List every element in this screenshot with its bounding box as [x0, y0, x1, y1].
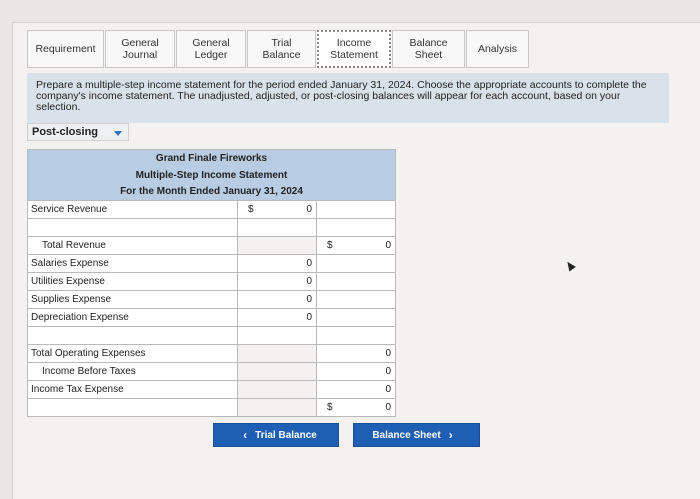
statement-period: For the Month Ended January 31, 2024: [28, 184, 396, 201]
amount-input[interactable]: 0: [317, 381, 396, 399]
empty-cell: [238, 363, 317, 381]
amount-input[interactable]: $ 0: [317, 237, 396, 255]
account-select[interactable]: Supplies Expense: [28, 291, 238, 309]
tab-general-journal[interactable]: [105, 30, 175, 68]
account-select[interactable]: Salaries Expense: [28, 255, 238, 273]
amount-input[interactable]: $ 0: [317, 399, 396, 417]
tab-balance-sheet[interactable]: [392, 30, 465, 68]
chevron-right-icon: ›: [448, 428, 453, 442]
next-balance-sheet-button[interactable]: [353, 423, 480, 447]
table-row: [28, 309, 396, 327]
amount-input[interactable]: [317, 309, 396, 327]
table-row: [28, 381, 396, 399]
tab-requirement[interactable]: [27, 30, 104, 68]
account-select[interactable]: [28, 399, 238, 417]
account-select[interactable]: Income Tax Expense: [28, 381, 238, 399]
table-row: [28, 399, 396, 417]
tab-general-ledger[interactable]: [176, 30, 246, 68]
table-row: [28, 201, 396, 219]
empty-cell: [238, 345, 317, 363]
amount-input[interactable]: 0: [238, 309, 317, 327]
chevron-left-icon: ‹: [243, 428, 248, 442]
amount-input[interactable]: [317, 273, 396, 291]
tab-analysis[interactable]: [466, 30, 529, 68]
table-row: [28, 273, 396, 291]
tab-label: Trial Balance: [262, 37, 301, 61]
empty-cell: [238, 237, 317, 255]
chevron-down-icon: [114, 131, 122, 136]
instructions-text: Prepare a multiple-step income statement for the period ended January 31, 2024. Choose the appropriate accounts to complete the company's income statement. The unadjusted, adjusted, or post-closing balances will appear for each account, based on your selection.: [27, 73, 669, 123]
tab-label: Balance Sheet: [409, 37, 448, 61]
row-label: Total Operating Expenses: [28, 345, 238, 363]
amount-input[interactable]: [238, 219, 317, 237]
table-row: [28, 255, 396, 273]
account-select[interactable]: Utilities Expense: [28, 273, 238, 291]
button-label: Balance Sheet: [372, 429, 441, 441]
tab-label: General Journal: [121, 37, 159, 61]
table-row: [28, 219, 396, 237]
amount-input[interactable]: [238, 327, 317, 345]
amount-input[interactable]: [317, 219, 396, 237]
tab-trial-balance[interactable]: [247, 30, 316, 68]
amount-input[interactable]: $ 0: [238, 201, 317, 219]
amount-input[interactable]: 0: [238, 273, 317, 291]
table-row: [28, 345, 396, 363]
select-value: Post-closing: [32, 126, 99, 138]
amount-input[interactable]: 0: [317, 363, 396, 381]
table-row: [28, 237, 396, 255]
amount-input[interactable]: 0: [317, 345, 396, 363]
company-name: Grand Finale Fireworks: [28, 150, 396, 167]
tab-label: Analysis: [477, 43, 518, 55]
account-select[interactable]: [28, 327, 238, 345]
button-label: Trial Balance: [255, 429, 317, 441]
balance-type-select[interactable]: [27, 123, 129, 141]
table-row: [28, 327, 396, 345]
tab-label: Income Statement: [330, 37, 378, 61]
income-statement-table: [27, 149, 396, 417]
row-label: Income Before Taxes: [28, 363, 238, 381]
empty-cell: [238, 381, 317, 399]
amount-input[interactable]: [317, 327, 396, 345]
amount-input[interactable]: [317, 291, 396, 309]
tab-label: General Ledger: [192, 37, 230, 61]
account-select[interactable]: Depreciation Expense: [28, 309, 238, 327]
tab-income-statement[interactable]: [317, 30, 391, 68]
table-row: [28, 363, 396, 381]
tab-bar: [27, 30, 530, 68]
table-row: [28, 291, 396, 309]
row-label: Total Revenue: [28, 237, 238, 255]
amount-input[interactable]: [317, 201, 396, 219]
prev-trial-balance-button[interactable]: [213, 423, 339, 447]
account-select[interactable]: Service Revenue: [28, 201, 238, 219]
amount-input[interactable]: 0: [238, 255, 317, 273]
amount-input[interactable]: [317, 255, 396, 273]
amount-input[interactable]: 0: [238, 291, 317, 309]
tab-label: Requirement: [35, 43, 96, 55]
account-select[interactable]: [28, 219, 238, 237]
statement-title: Multiple-Step Income Statement: [28, 167, 396, 184]
empty-cell: [238, 399, 317, 417]
